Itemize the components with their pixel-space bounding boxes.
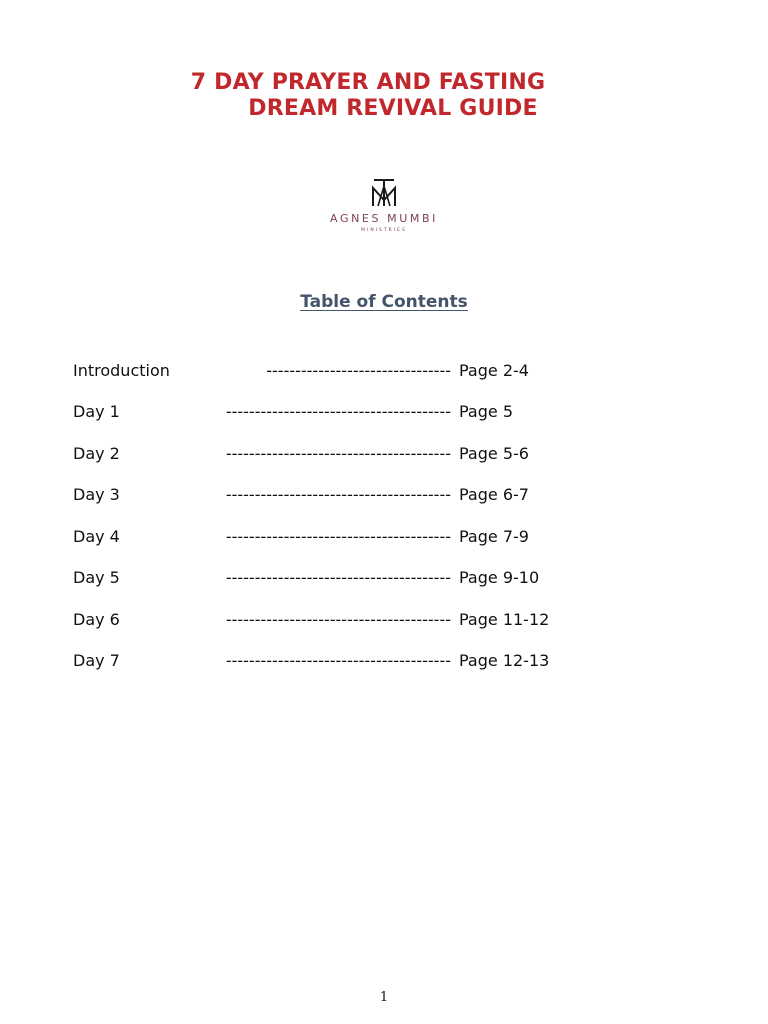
toc-entry-label: Day 7: [73, 651, 120, 670]
toc-entry-page: Page 5: [459, 402, 513, 421]
page-number: 1: [379, 990, 389, 1005]
toc-entry-day-7[interactable]: [73, 651, 550, 673]
toc-entry-label: Day 5: [73, 568, 120, 587]
toc-entry-day-2[interactable]: [73, 444, 529, 466]
document-title-line-2: DREAM REVIVAL GUIDE: [248, 96, 538, 121]
am-monogram-icon: [328, 176, 440, 210]
toc-leader-dashes: ---------------------------------------: [225, 485, 451, 504]
toc-entry-label: Day 4: [73, 527, 120, 546]
toc-leader-dashes: ---------------------------------------: [225, 568, 451, 587]
toc-entry-day-4[interactable]: [73, 527, 529, 549]
toc-leader-dashes: ---------------------------------------: [225, 527, 451, 546]
toc-entry-page: Page 6-7: [459, 485, 529, 504]
toc-entry-page: Page 2-4: [459, 361, 529, 380]
toc-entry-page: Page 11-12: [459, 610, 550, 629]
toc-entry-day-1[interactable]: [73, 402, 513, 424]
logo-subtitle: MINISTRIES: [361, 228, 407, 233]
toc-entry-page: Page 12-13: [459, 651, 550, 670]
toc-entry-label: Day 2: [73, 444, 120, 463]
toc-entry-day-3[interactable]: [73, 485, 529, 507]
toc-entry-day-6[interactable]: [73, 610, 550, 632]
toc-leader-dashes: ---------------------------------------: [225, 402, 451, 421]
document-title-line-1: 7 DAY PRAYER AND FASTING: [190, 70, 546, 95]
toc-entry-page: Page 9-10: [459, 568, 540, 587]
toc-entry-introduction[interactable]: [73, 361, 529, 383]
toc-leader-dashes: --------------------------------: [266, 361, 451, 380]
toc-leader-dashes: ---------------------------------------: [225, 444, 451, 463]
toc-entry-page: Page 7-9: [459, 527, 529, 546]
ministry-logo: [328, 176, 440, 240]
toc-entry-label: Day 6: [73, 610, 120, 629]
toc-leader-dashes: ---------------------------------------: [225, 651, 451, 670]
toc-leader-dashes: ---------------------------------------: [225, 610, 451, 629]
logo-brand-name: AGNES MUMBI: [330, 212, 438, 225]
toc-entry-label: Day 3: [73, 485, 120, 504]
toc-entry-day-5[interactable]: [73, 568, 540, 590]
table-of-contents-heading: Table of Contents: [300, 292, 468, 312]
toc-entry-page: Page 5-6: [459, 444, 529, 463]
toc-entry-label: Day 1: [73, 402, 120, 421]
toc-entry-label: Introduction: [73, 361, 170, 380]
